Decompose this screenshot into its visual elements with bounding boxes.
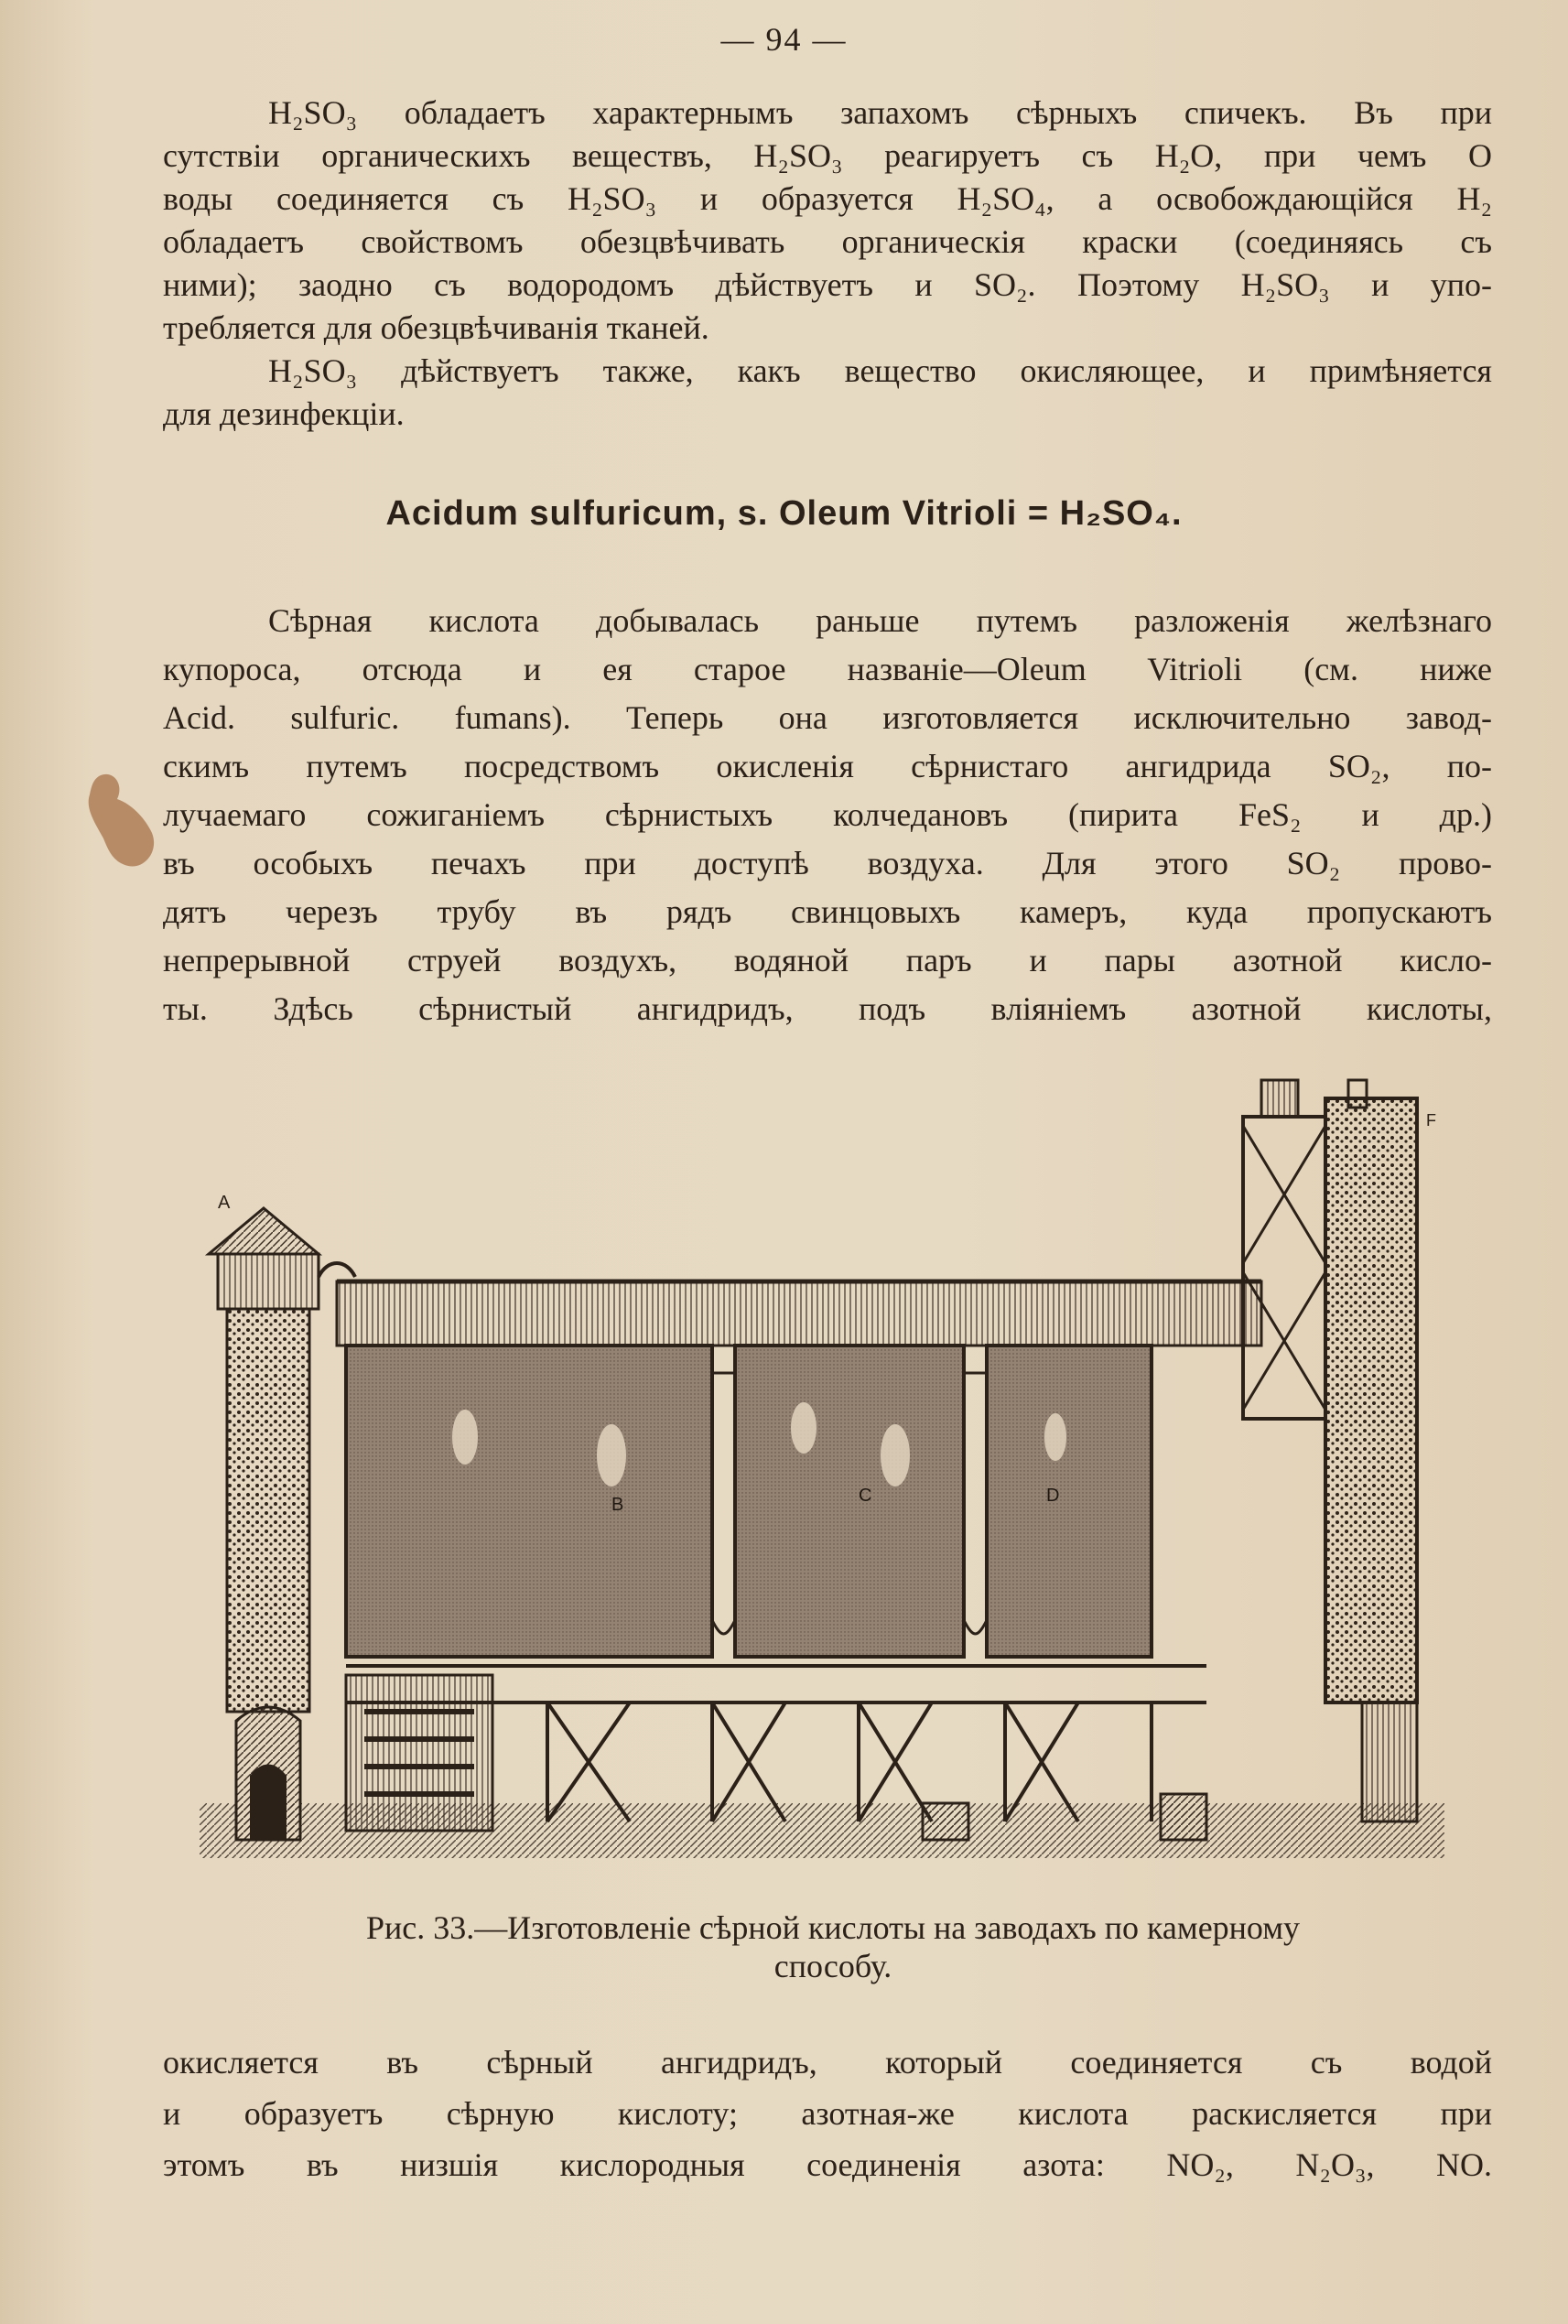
text-line: этомъ въ низшія кислородныя соединенія азота: NO₂, N₂O₃, NO. xyxy=(163,2146,1492,2183)
text-line: Acid. sulfuric. fumans). Теперь она изготовляется исключительно завод- xyxy=(163,699,1492,736)
intro-paragraph xyxy=(163,92,1492,350)
label-b: B xyxy=(611,1495,624,1515)
label-c: C xyxy=(859,1486,872,1506)
section-heading: Acidum sulfuricum, s. Oleum Vitrioli = H₂SO₄. xyxy=(385,494,1183,533)
left-tower xyxy=(209,1208,319,1840)
text-line: въ особыхъ печахъ при доступѣ воздуха. Для этого SO₂ прово- xyxy=(163,845,1492,881)
closing-paragraph xyxy=(163,2037,1492,2190)
figure-caption xyxy=(211,1908,1455,1985)
text-line: H₂SO₃ обладаетъ характернымъ запахомъ сѣрныхъ спичекъ. Въ при xyxy=(268,94,1492,131)
second-paragraph xyxy=(163,350,1492,436)
text-line: лучаемаго сожиганіемъ сѣрнистыхъ колчедановъ (пирита FeS₂ и др.) xyxy=(163,796,1492,833)
page-number: — 94 — xyxy=(720,21,848,58)
main-paragraph xyxy=(163,597,1492,1033)
lead-chamber-plant-illustration xyxy=(200,1071,1444,1876)
label-a: A xyxy=(218,1193,231,1213)
caption-line: способу. xyxy=(773,1948,892,1984)
label-f: F xyxy=(1426,1111,1436,1130)
text-line: ними); заодно съ водородомъ дѣйствуетъ и SO₂. Поэтому H₂SO₃ и упо- xyxy=(163,266,1492,303)
ink-stain xyxy=(81,767,163,877)
text-line: непрерывной струей воздухъ, водяной паръ и пары азотной кисло- xyxy=(163,942,1492,978)
caption-line: Рис. 33.—Изготовленіе сѣрной кислоты на заводахъ по камерному xyxy=(365,1909,1301,1946)
text-line: для дезинфекціи. xyxy=(163,395,405,432)
text-line: скимъ путемъ посредствомъ окисленія сѣрнистаго ангидрида SO₂, по- xyxy=(163,748,1492,784)
text-line: Сѣрная кислота добывалась раньше путемъ разложенія желѣзнаго xyxy=(268,602,1492,639)
text-line: требляется для обезцвѣчиванія тканей. xyxy=(163,309,709,346)
right-tower xyxy=(1243,1080,1417,1821)
text-line: обладаетъ свойствомъ обезцвѣчивать органическія краски (соединяясь съ xyxy=(163,223,1492,260)
text-line: ты. Здѣсь сѣрнистый ангидридъ, подъ вліяніемъ азотной кислоты, xyxy=(163,990,1492,1027)
text-line: сутствіи органическихъ веществъ, H₂SO₃ реагируетъ съ H₂O, при чемъ O xyxy=(163,137,1493,174)
text-line: дятъ черезъ трубу въ рядъ свинцовыхъ камеръ, куда пропускаютъ xyxy=(163,893,1492,930)
text-line: купороса, отсюда и ея старое названіе—Oleum Vitrioli (см. ниже xyxy=(163,651,1492,687)
roof-frame xyxy=(319,1263,1261,1346)
text-line: воды соединяется съ H₂SO₃ и образуется H₂SO₄, а освобождающійся H₂ xyxy=(163,180,1492,217)
label-d: D xyxy=(1046,1486,1060,1506)
lead-chambers xyxy=(346,1346,1152,1657)
text-line: окисляется въ сѣрный ангидридъ, который соединяется съ водой xyxy=(163,2044,1492,2081)
text-line: H₂SO₃ дѣйствуетъ также, какъ вещество окисляющее, и примѣняется xyxy=(268,352,1492,389)
text-line: и образуетъ сѣрную кислоту; азотная-же кислота раскисляется при xyxy=(163,2095,1492,2132)
